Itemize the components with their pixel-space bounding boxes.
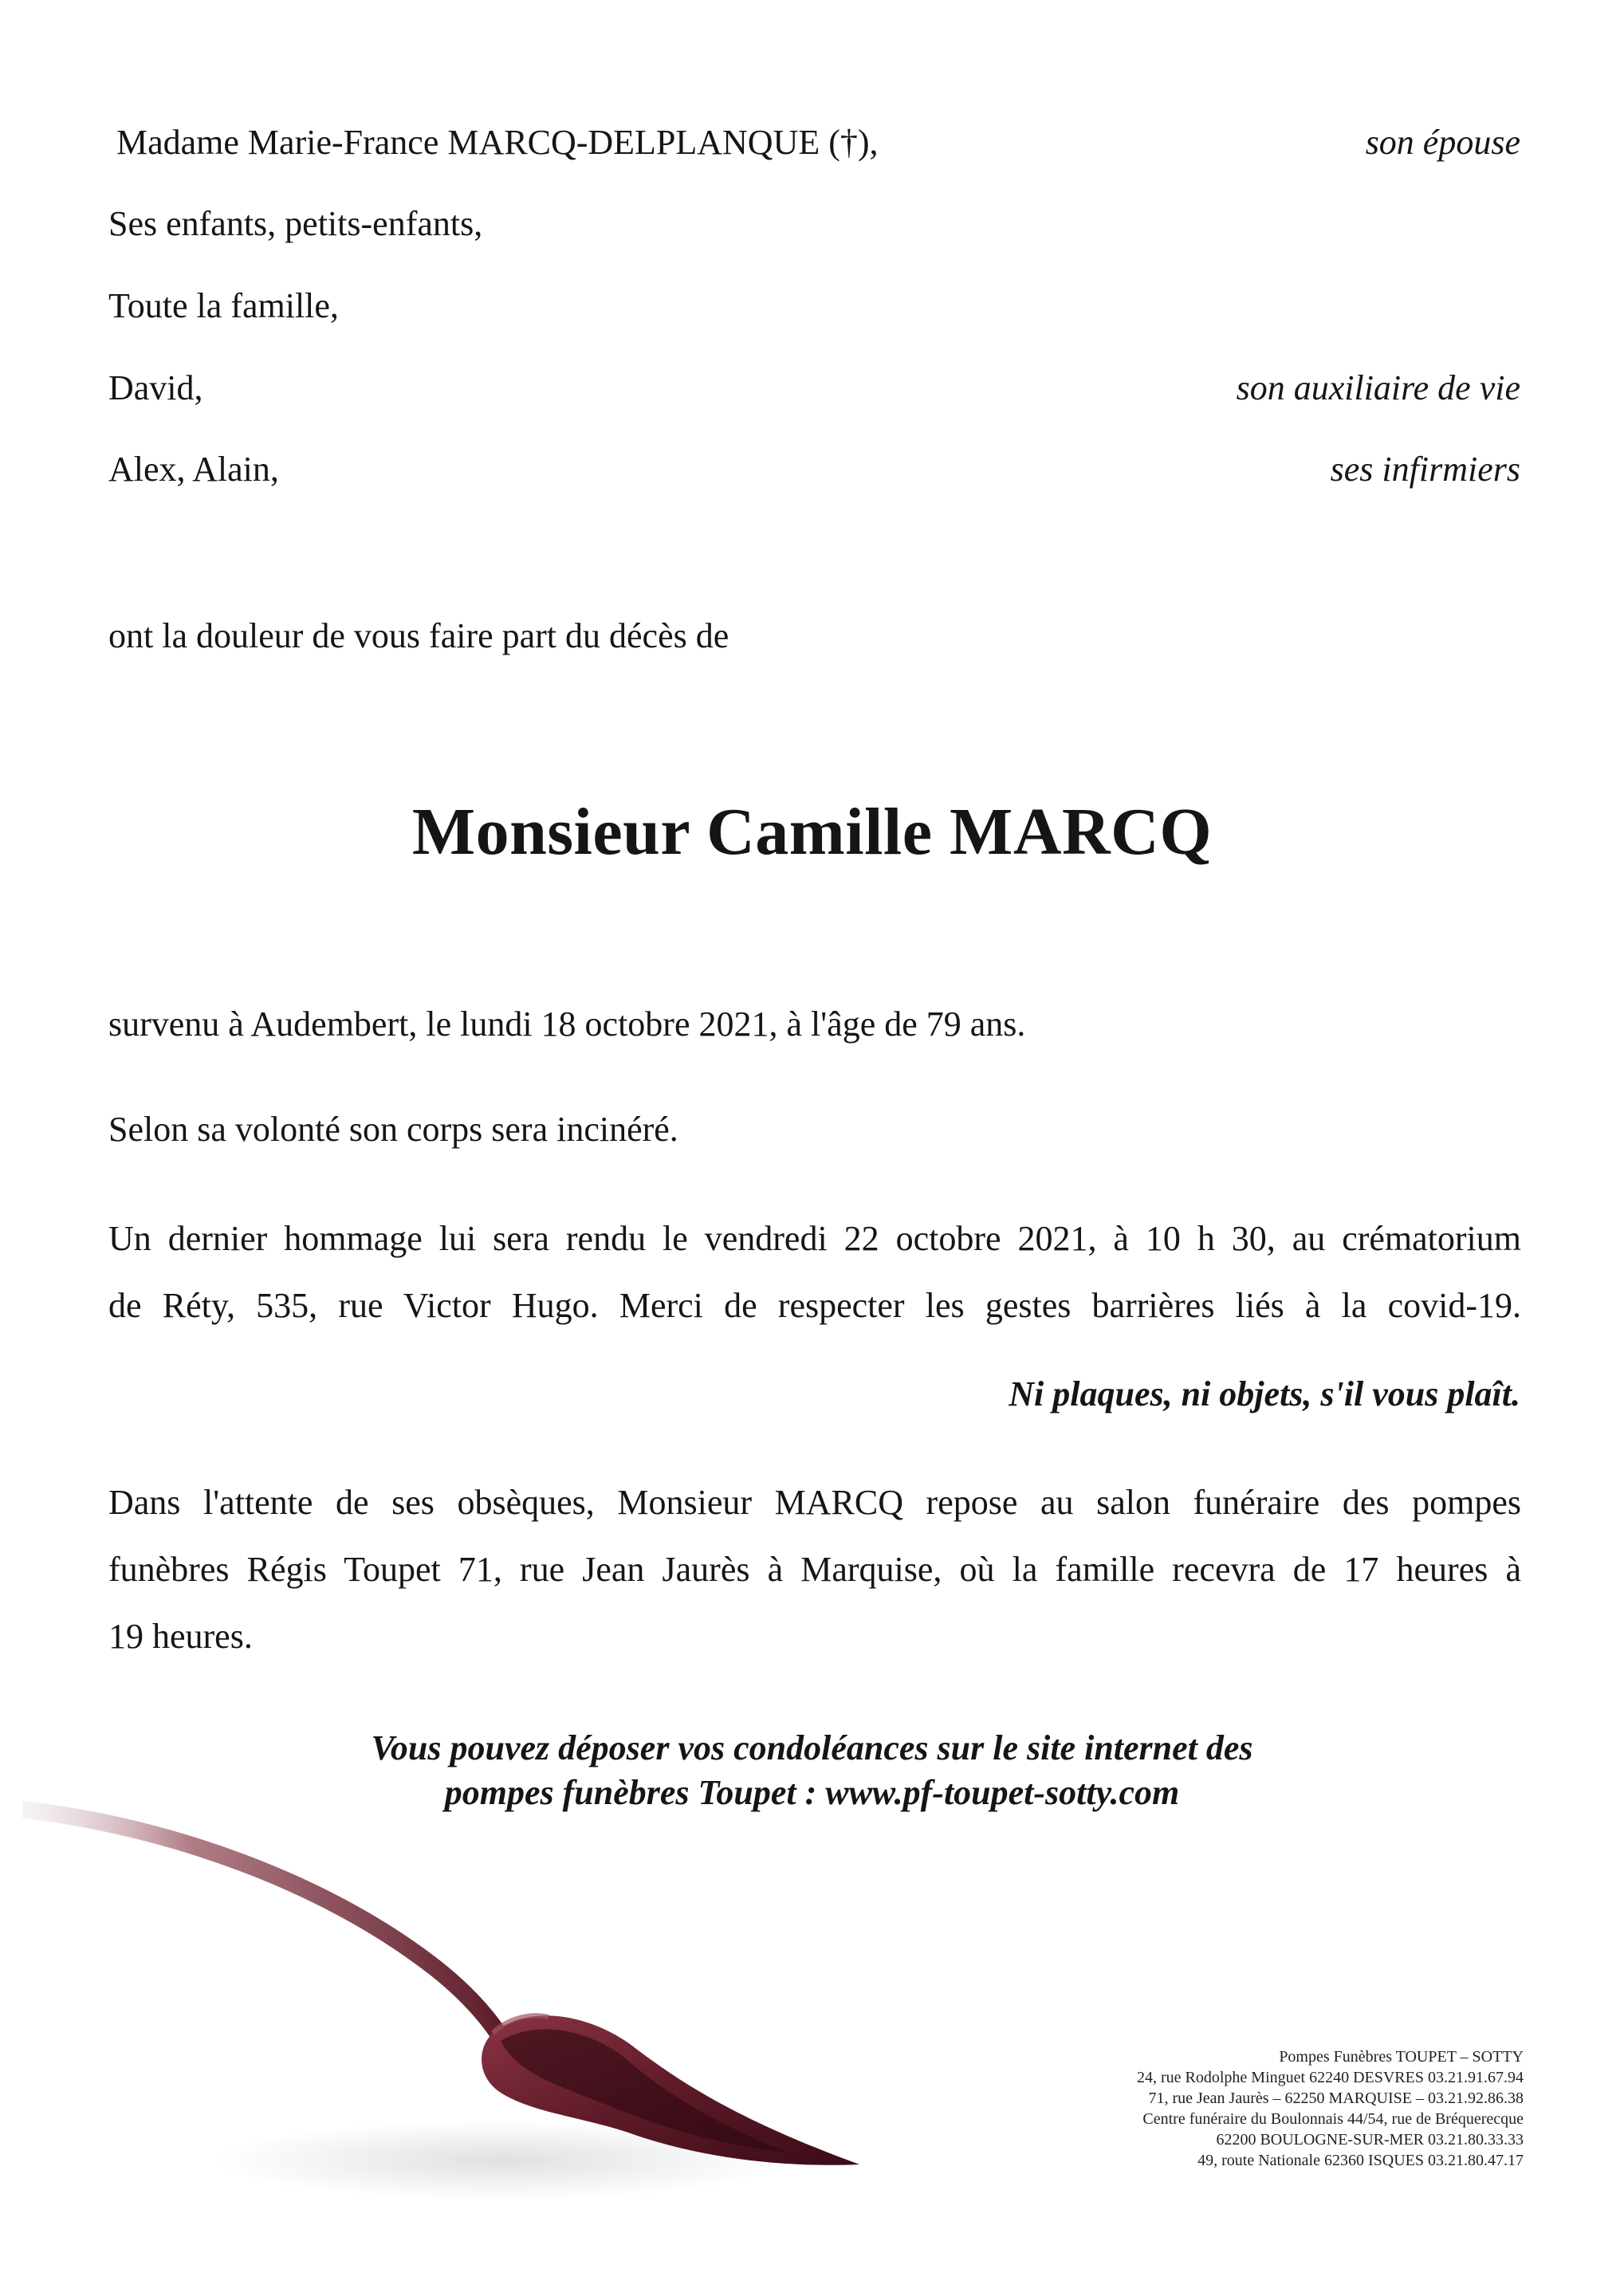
family-name-3: Toute la famille, [108,286,339,325]
no-flowers-note: Ni plaques, ni objets, s'il vous plaît. [1009,1374,1520,1413]
ceremony-paragraph [108,1205,1521,1339]
footer-line: Centre funéraire du Boulonnais 44/54, rue de Bréquerecque [1142,2110,1524,2128]
family-name-5: Alex, Alain, [108,450,279,489]
footer-line: 71, rue Jean Jaurès – 62250 MARQUISE – 03.21.92.86.38 [1148,2090,1524,2107]
condolences-line-1: Vous pouvez déposer vos condoléances sur le site internet des [371,1728,1253,1767]
ceremony-line-1: Un dernier hommage lui sera rendu le vendredi 22 octobre 2021, à 10 h 30, au crématorium [108,1219,1521,1258]
family-relation-4: son auxiliaire de vie [1236,368,1520,407]
footer-line: 49, route Nationale 62360 ISQUES 03.21.80.47.17 [1197,2152,1524,2169]
family-relation-5: ses infirmiers [1330,450,1520,489]
calla-lily-illustration [22,1778,939,2224]
visitation-line-3: 19 heures. [108,1617,253,1656]
family-name-2: Ses enfants, petits-enfants, [108,204,483,243]
ceremony-line-2: de Réty, 535, rue Victor Hugo. Merci de respecter les gestes barrières liés à la covid-19. [108,1286,1521,1325]
death-details: survenu à Audembert, le lundi 18 octobre 2021, à l'âge de 79 ans. [108,1005,1026,1044]
cremation-wish: Selon sa volonté son corps sera incinéré. [108,1110,678,1149]
funeral-home-contact [1137,2046,1524,2171]
family-name-4: David, [108,368,203,407]
announcement-intro: ont la douleur de vous faire part du décès de [108,616,729,655]
family-relation-1: son épouse [1365,123,1520,162]
footer-line: 62200 BOULOGNE-SUR-MER 03.21.80.33.33 [1216,2131,1524,2149]
visitation-paragraph [108,1469,1521,1670]
family-name-1: Madame Marie-France MARCQ-DELPLANQUE (†), [116,123,879,162]
visitation-line-2: funèbres Régis Toupet 71, rue Jean Jaurès à Marquise, où la famille recevra de 17 heures à [108,1550,1521,1589]
condolences-line-2: pompes funèbres Toupet : www.pf-toupet-sotty.com [444,1773,1180,1812]
footer-line: 24, rue Rodolphe Minguet 62240 DESVRES 03.21.91.67.94 [1137,2069,1524,2086]
visitation-line-1: Dans l'attente de ses obsèques, Monsieur MARCQ repose au salon funéraire des pompes [108,1483,1521,1522]
footer-line: Pompes Funèbres TOUPET – SOTTY [1279,2048,1524,2066]
deceased-name: Monsieur Camille MARCQ [411,795,1213,869]
